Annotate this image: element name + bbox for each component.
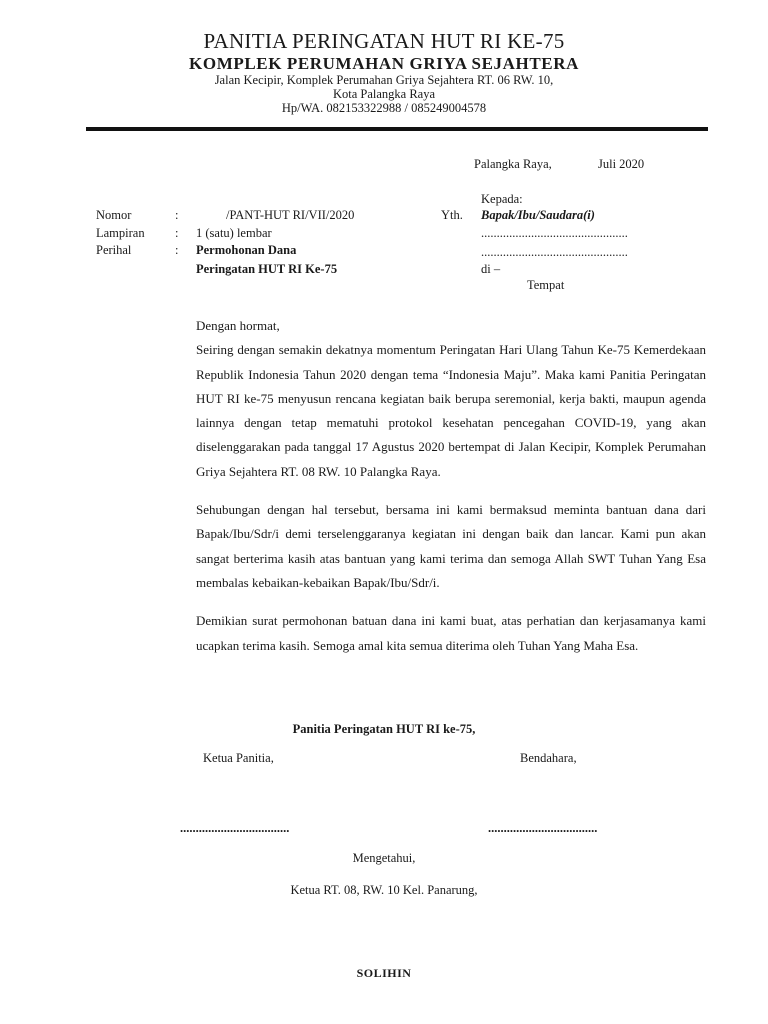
letterhead-subtitle: KOMPLEK PERUMAHAN GRIYA SEJAHTERA [189,54,579,73]
perihal-line-2: Peringatan HUT RI Ke-75 [196,262,338,276]
nomor-value: /PANT-HUT RI/VII/2020 [226,208,355,222]
committee-name: Panitia Peringatan HUT RI ke-75, [292,722,476,736]
ketua-panitia-signature-line: ................................... [180,821,290,835]
ketua-rt-title: Ketua RT. 08, RW. 10 Kel. Panarung, [290,883,478,897]
bendahara-title: Bendahara, [520,751,577,765]
nomor-colon: : [175,208,179,222]
nomor-label: Nomor [96,208,132,222]
lampiran-colon: : [175,226,179,240]
perihal-colon: : [175,243,179,257]
ketua-panitia-title: Ketua Panitia, [203,751,274,765]
lampiran-label: Lampiran [96,226,145,240]
kepada-label: Kepada: [481,192,523,206]
lampiran-value: 1 (satu) lembar [196,226,272,240]
addressee-name: Bapak/Ibu/Saudara(i) [481,208,595,222]
letter-date: Juli 2020 [598,157,645,171]
yth-label: Yth. [441,208,463,222]
paragraph-1: Seiring dengan semakin dekatnya momentum Peringatan Hari Ulang Tahun Ke-75 Kemerdekaan Republik Indonesia Tahun 2020 dengan tema “Indonesia Maju”. Maka kami Panitia Peringatan HUT RI ke-75 menyusun rencana kegiatan baik berupa seremonial, kerja bakti, maupun agenda lainnya dengan tetap mematuhi protokol kesehatan pencegahan COVID-19, yang akan diselenggarakan pada tanggal 17 Agustus 2020 bertempat di Jalan Kecipir, Komplek Perumahan Griya Sejahtera RT. 08 RW. 10 Palangka Raya. [196,342,706,479]
addressee-di: di – [481,262,501,276]
letterhead-address: Jalan Kecipir, Komplek Perumahan Griya Sejahtera RT. 06 RW. 10, [214,73,554,87]
letter-place: Palangka Raya, [474,157,552,171]
mengetahui-label: Mengetahui, [352,851,416,865]
addressee-dots-2: ............................................... [481,245,628,259]
salutation: Dengan hormat, [196,318,280,333]
letter-body [196,314,706,658]
letterhead-title: PANITIA PERINGATAN HUT RI KE-75 [203,29,565,53]
letterhead-phone: Hp/WA. 082153322988 / 085249004578 [281,101,487,115]
bendahara-signature-line: ................................... [488,821,598,835]
paragraph-2: Sehubungan dengan hal tersebut, bersama ini kami bermaksud meminta bantuan dana dari Bapak/Ibu/Sdr/i demi terselenggaranya kegiatan ini dengan baik dan lancar. Kami pun akan sangat berterima kasih atas bantuan yang kami terima dan semoga Allah SWT Tuhan Yang Esa membalas kebaikan-kebaikan Bapak/Ibu/Sdr/i. [196,502,706,590]
ketua-rt-name: SOLIHIN [356,966,412,980]
paragraph-3: Demikian surat permohonan batuan dana ini kami buat, atas perhatian dan kerjasamanya kami ucapkan terima kasih. Semoga amal kita semua diterima oleh Tuhan Yang Maha Esa. [196,613,706,653]
letterhead-city: Kota Palangka Raya [332,87,436,101]
addressee-dots-1: ............................................... [481,226,628,240]
addressee-tempat: Tempat [527,278,565,292]
letterhead-divider [86,127,708,131]
perihal-label: Perihal [96,243,132,257]
perihal-line-1: Permohonan Dana [196,243,297,257]
